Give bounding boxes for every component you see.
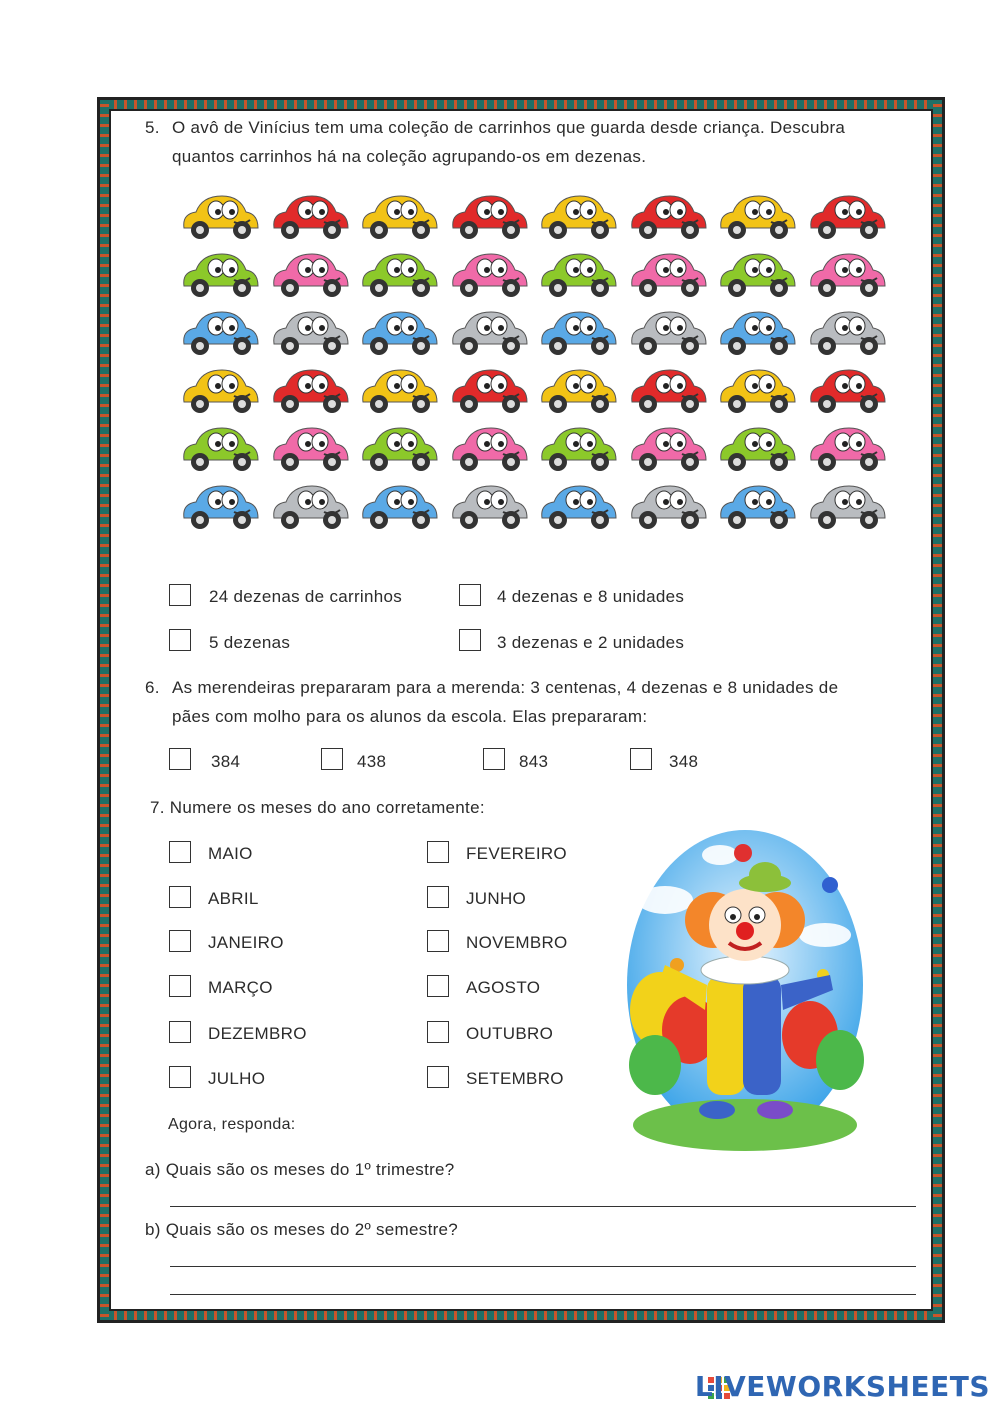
month-left-5-label: JULHO: [208, 1069, 266, 1088]
answer-b-line-1[interactable]: [170, 1266, 916, 1267]
q5-text-line2: quantos carrinhos há na coleção agrupando-os em dezenas.: [172, 147, 647, 166]
juggling-ball-blue: [822, 877, 838, 893]
clown-shoe-left: [699, 1101, 735, 1119]
month-left-2-label: JANEIRO: [208, 933, 284, 952]
car-yellow: [715, 364, 799, 420]
month-right-2-checkbox[interactable]: [427, 930, 449, 952]
month-right-5-label: SETEMBRO: [466, 1069, 564, 1088]
month-left-4-label: DEZEMBRO: [208, 1024, 307, 1043]
car-yellow: [357, 190, 441, 246]
car-red: [805, 190, 889, 246]
car-yellow: [178, 364, 262, 420]
q6-option4-label: 348: [669, 752, 699, 771]
q6-option4-checkbox[interactable]: [630, 748, 652, 770]
car-gray: [805, 306, 889, 362]
car-gray: [268, 306, 352, 362]
month-left-3-label: MARÇO: [208, 978, 273, 997]
clown-pupil-right: [754, 914, 760, 920]
car-green: [536, 422, 620, 478]
car-pink: [268, 422, 352, 478]
car-green: [715, 248, 799, 304]
car-blue: [357, 480, 441, 536]
car-yellow: [715, 190, 799, 246]
answer-b-line-2[interactable]: [170, 1294, 916, 1295]
cloud-right: [799, 923, 851, 947]
car-green: [357, 248, 441, 304]
car-red: [268, 364, 352, 420]
q5-number: 5.: [145, 118, 160, 137]
car-green: [536, 248, 620, 304]
q6-text-line1: As merendeiras prepararam para a merenda: 3 centenas, 4 dezenas e 8 unidades de: [172, 678, 839, 697]
car-yellow: [536, 190, 620, 246]
car-gray: [268, 480, 352, 536]
month-left-3-checkbox[interactable]: [169, 975, 191, 997]
balloon-green-right: [816, 1030, 864, 1090]
q6-text-line2: pães com molho para os alunos da escola. Elas prepararam:: [172, 707, 648, 726]
q5-option4-checkbox[interactable]: [459, 629, 481, 651]
car-blue: [357, 306, 441, 362]
month-right-0-checkbox[interactable]: [427, 841, 449, 863]
car-green: [715, 422, 799, 478]
q5-option3-checkbox[interactable]: [169, 629, 191, 651]
car-green: [178, 422, 262, 478]
q6-option3-label: 843: [519, 752, 549, 771]
car-pink: [626, 422, 710, 478]
month-right-0-label: FEVEREIRO: [466, 844, 567, 863]
clown-body-left: [707, 975, 745, 1095]
q6-option2-label: 438: [357, 752, 387, 771]
month-right-1-label: JUNHO: [466, 889, 527, 908]
car-blue: [536, 306, 620, 362]
car-red: [626, 190, 710, 246]
balloon-green: [629, 1035, 681, 1095]
q6-option1-checkbox[interactable]: [169, 748, 191, 770]
car-pink: [626, 248, 710, 304]
month-left-0-label: MAIO: [208, 844, 253, 863]
car-blue: [178, 306, 262, 362]
answer-prompt: Agora, responda:: [168, 1116, 296, 1133]
month-right-3-checkbox[interactable]: [427, 975, 449, 997]
q6-option2-checkbox[interactable]: [321, 748, 343, 770]
q6-option3-checkbox[interactable]: [483, 748, 505, 770]
month-left-2-checkbox[interactable]: [169, 930, 191, 952]
q5-option1-label: 24 dezenas de carrinhos: [209, 587, 403, 606]
car-pink: [447, 422, 531, 478]
car-blue: [715, 306, 799, 362]
border-left: [100, 100, 109, 1320]
car-blue: [715, 480, 799, 536]
month-right-2-label: NOVEMBRO: [466, 933, 568, 952]
cloud-left: [637, 886, 693, 914]
car-green: [178, 248, 262, 304]
month-right-1-checkbox[interactable]: [427, 886, 449, 908]
q5-option3-label: 5 dezenas: [209, 633, 291, 652]
q6-option1-label: 384: [211, 752, 241, 771]
month-left-5-checkbox[interactable]: [169, 1066, 191, 1088]
car-red: [805, 364, 889, 420]
month-right-4-label: OUTUBRO: [466, 1024, 554, 1043]
question-a: a) Quais são os meses do 1º trimestre?: [145, 1160, 455, 1179]
month-left-1-label: ABRIL: [208, 889, 259, 908]
q5-option2-label: 4 dezenas e 8 unidades: [497, 587, 685, 606]
car-yellow: [536, 364, 620, 420]
car-yellow: [357, 364, 441, 420]
border-right: [933, 100, 942, 1320]
q5-option2-checkbox[interactable]: [459, 584, 481, 606]
answer-a-line[interactable]: [170, 1206, 916, 1207]
car-gray: [447, 480, 531, 536]
car-gray: [626, 480, 710, 536]
clown-shoe-right: [757, 1101, 793, 1119]
q7-title: 7. Numere os meses do ano corretamente:: [150, 798, 485, 817]
footer-brand: LIVEWORKSHEETS: [694, 1370, 990, 1403]
car-blue: [536, 480, 620, 536]
month-left-4-checkbox[interactable]: [169, 1021, 191, 1043]
clown-illustration: [625, 825, 865, 1155]
cloud-top: [702, 845, 738, 865]
clown-pupil-left: [730, 914, 736, 920]
juggling-ball-red: [734, 844, 752, 862]
q5-option1-checkbox[interactable]: [169, 584, 191, 606]
clown-body-right: [743, 975, 781, 1095]
q5-text-line1: O avô de Vinícius tem uma coleção de carrinhos que guarda desde criança. Descubra: [172, 118, 846, 137]
car-red: [447, 190, 531, 246]
car-gray: [805, 480, 889, 536]
car-pink: [805, 422, 889, 478]
car-pink: [447, 248, 531, 304]
clown-nose: [736, 922, 754, 940]
car-gray: [447, 306, 531, 362]
car-green: [357, 422, 441, 478]
car-red: [626, 364, 710, 420]
car-red: [447, 364, 531, 420]
q6-number: 6.: [145, 678, 160, 697]
car-pink: [805, 248, 889, 304]
q5-option4-label: 3 dezenas e 2 unidades: [497, 633, 685, 652]
car-gray: [626, 306, 710, 362]
month-left-0-checkbox[interactable]: [169, 841, 191, 863]
car-red: [268, 190, 352, 246]
month-right-5-checkbox[interactable]: [427, 1066, 449, 1088]
month-right-4-checkbox[interactable]: [427, 1021, 449, 1043]
month-left-1-checkbox[interactable]: [169, 886, 191, 908]
car-blue: [178, 480, 262, 536]
question-b: b) Quais são os meses do 2º semestre?: [145, 1220, 459, 1239]
car-pink: [268, 248, 352, 304]
month-right-3-label: AGOSTO: [466, 978, 541, 997]
grass: [633, 1099, 857, 1151]
car-yellow: [178, 190, 262, 246]
clown-hat-top: [749, 862, 781, 888]
